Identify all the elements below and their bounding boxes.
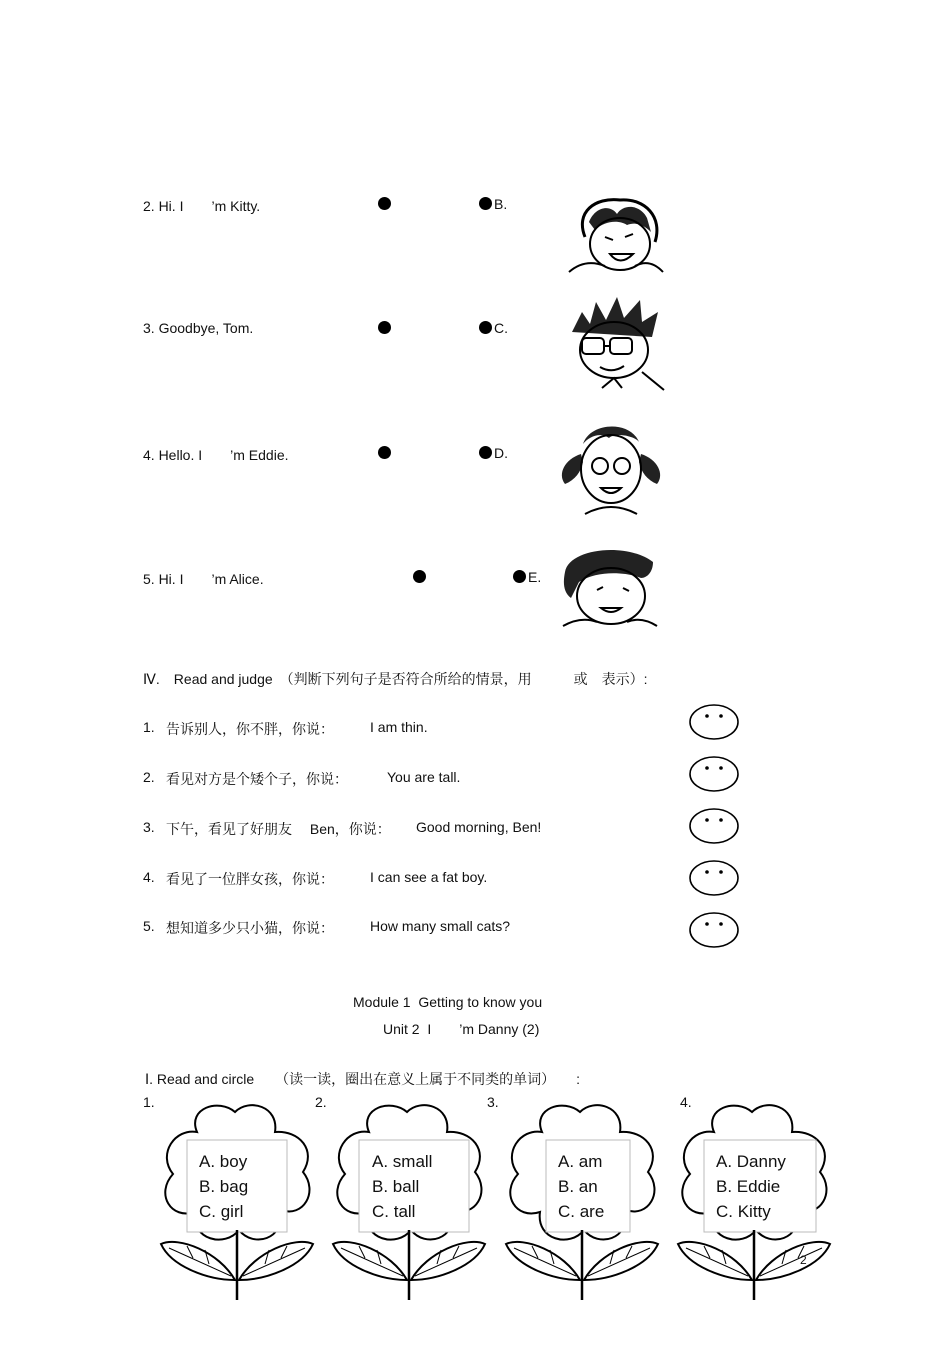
match-dot-right[interactable]: [479, 446, 492, 459]
flower-options: [199, 1149, 248, 1224]
flower-options: [716, 1149, 786, 1224]
match-dot-right[interactable]: [479, 321, 492, 334]
option-c[interactable]: C. Kitty: [716, 1202, 771, 1221]
option-b[interactable]: B. an: [558, 1177, 598, 1196]
match-sentence: 2. Hi. I ’m Kitty.: [143, 198, 261, 214]
flower-number: 2.: [315, 1094, 327, 1110]
flower-number: 1.: [143, 1094, 155, 1110]
option-b[interactable]: B. bag: [199, 1177, 249, 1196]
match-dot-right[interactable]: [513, 570, 526, 583]
smiley-face-answer-icon[interactable]: [688, 911, 740, 949]
option-a[interactable]: A. small: [372, 1152, 433, 1171]
judge-item-sentence: How many small cats?: [370, 918, 511, 934]
match-letter: C.: [494, 320, 508, 336]
match-letter: B.: [494, 196, 508, 212]
option-b[interactable]: B. ball: [372, 1177, 420, 1196]
option-c[interactable]: C. are: [558, 1202, 605, 1221]
flower-options: [558, 1149, 604, 1224]
judge-item-sentence: You are tall.: [387, 769, 461, 785]
judge-item-sentence: I can see a fat boy.: [370, 869, 488, 885]
boy-with-glasses-illustration: [562, 292, 668, 392]
judge-item-number: 2.: [143, 769, 155, 785]
smiley-face-answer-icon[interactable]: [688, 703, 740, 741]
match-dot-left[interactable]: [378, 197, 391, 210]
girl-with-glasses-illustration: [545, 414, 677, 516]
flower-number: 4.: [680, 1094, 692, 1110]
circle-heading: Ⅰ. Read and circle （读一读，圈出在意义上属于不同类的单词） :: [145, 1071, 581, 1087]
option-b[interactable]: B. Eddie: [716, 1177, 781, 1196]
judge-item-number: 5.: [143, 918, 155, 934]
match-letter: D.: [494, 445, 508, 461]
judge-item-sentence: Good morning, Ben!: [416, 819, 542, 835]
option-a[interactable]: A. Danny: [716, 1152, 786, 1171]
option-c[interactable]: C. girl: [199, 1202, 244, 1221]
match-sentence: 3. Goodbye, Tom.: [143, 320, 254, 336]
match-letter: E.: [528, 569, 542, 585]
judge-item-number: 4.: [143, 869, 155, 885]
smiley-face-answer-icon[interactable]: [688, 859, 740, 897]
module-title: Module 1 Getting to know you: [353, 994, 543, 1010]
judge-item-number: 3.: [143, 819, 155, 835]
flower-number: 3.: [487, 1094, 499, 1110]
judge-item-situation: 告诉别人，你不胖，你说：: [166, 721, 334, 737]
boy-face-illustration: [565, 192, 665, 274]
match-dot-left[interactable]: [413, 570, 426, 583]
option-c[interactable]: C. tall: [372, 1202, 416, 1221]
match-sentence: 4. Hello. I ’m Eddie.: [143, 447, 289, 463]
judge-item-situation: 看见对方是个矮个子，你说：: [166, 771, 348, 787]
option-a[interactable]: A. boy: [199, 1152, 248, 1171]
judge-item-sentence: I am thin.: [370, 719, 428, 735]
option-a[interactable]: A. am: [558, 1152, 603, 1171]
judge-item-situation: 看见了一位胖女孩，你说：: [166, 871, 334, 887]
judge-item-number: 1.: [143, 719, 155, 735]
flower-options: [372, 1149, 432, 1224]
match-sentence: 5. Hi. I ’m Alice.: [143, 571, 264, 587]
smiley-face-answer-icon[interactable]: [688, 807, 740, 845]
match-dot-right[interactable]: [479, 197, 492, 210]
match-dot-left[interactable]: [378, 321, 391, 334]
match-dot-left[interactable]: [378, 446, 391, 459]
page-number: 2: [800, 1253, 807, 1267]
judge-item-situation: 下午，看见了好朋友 Ben，你说：: [166, 821, 391, 837]
judge-heading: Ⅳ. Read and judge （判断下列句子是否符合所给的情景，用 或 表示）:: [143, 671, 648, 687]
judge-item-situation: 想知道多少只小猫，你说：: [166, 920, 334, 936]
smiley-face-answer-icon[interactable]: [688, 755, 740, 793]
unit-title: Unit 2 I ’m Danny (2): [383, 1021, 540, 1037]
girl-illustration: [557, 542, 661, 628]
